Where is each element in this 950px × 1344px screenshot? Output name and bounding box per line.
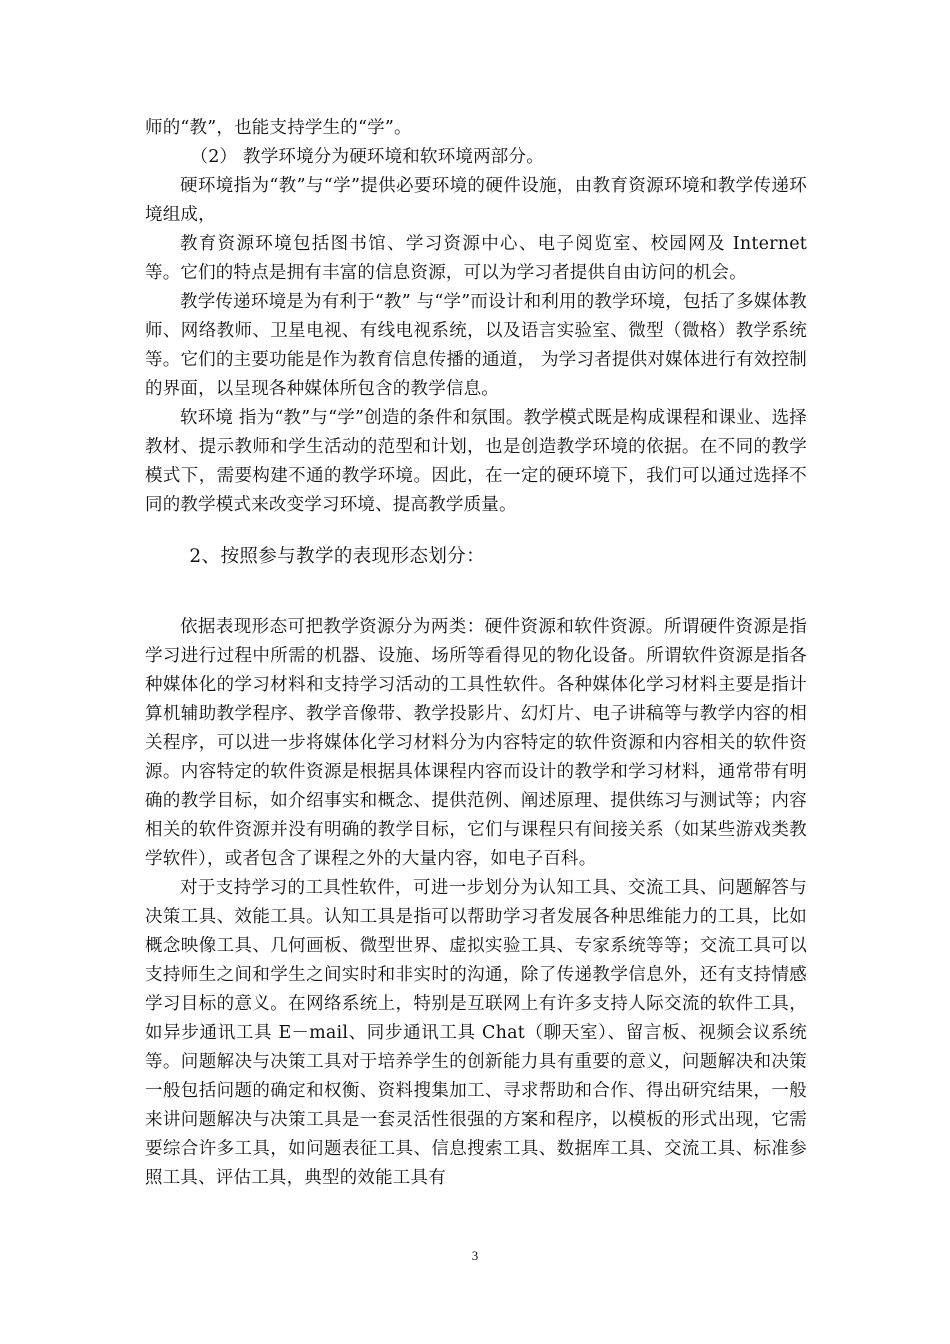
paragraph: 软环境 指为“教”与“学”创造的条件和氛围。教学模式既是构成课程和课业、选择教材、提示教师和学生活动的范型和计划，也是创造教学环境的依据。在不同的教学模式下，需要构建不通的教学环境。因此，在一定的硬环境下，我们可以通过选择不同的教学模式来改变学习环境、提高教学质量。 <box>145 408 807 515</box>
section-heading: 2、按照参与教学的表现形态划分： <box>189 546 486 567</box>
paragraph: （2） 教学环境分为硬环境和软环境两部分。 <box>190 147 544 167</box>
paragraph: 教育资源环境包括图书馆、学习资源中心、电子阅览室、校园网及 Internet 等。它们的特点是拥有丰富的信息资源，可以为学习者提供自由访问的机会。 <box>145 234 807 283</box>
paragraph: 师的“教”，也能支持学生的“学”。 <box>145 118 412 138</box>
paragraph: 教学传递环境是为有利于“教” 与“学”而设计和利用的教学环境，包括了多媒体教师、网络教师、卫星电视、有线电视系统，以及语言实验室、微型（微格）教学系统等。它们的主要功能是作为教育信息传播的通道， 为学习者提供对媒体进行有效控制的界面，以呈现各种媒体所包含的教学信息。 <box>145 292 807 399</box>
paragraph: 依据表现形态可把教学资源分为两类：硬件资源和软件资源。所谓硬件资源是指学习进行过程中所需的机器、设施、场所等看得见的物化设备。所谓软件资源是指各种媒体化的学习材料和支持学习活动的工具性软件。各种媒体化学习材料主要是指计算机辅助教学程序、教学音像带、教学投影片、幻灯片、电子讲稿等与教学内容的相关程序，可以进一步将媒体化学习材料分为内容特定的软件资源和内容相关的软件资源。内容特定的软件资源是根据具体课程内容而设计的教学和学习材料，通常带有明确的教学目标，如介绍事实和概念、提供范例、阐述原理、提供练习与测试等；内容相关的软件资源并没有明确的教学目标，它们与课程只有间接关系（如某些游戏类教学软件），或者包含了课程之外的大量内容，如电子百科。 <box>145 617 807 869</box>
paragraph: 对于支持学习的工具性软件，可进一步划分为认知工具、交流工具、问题解答与决策工具、效能工具。认知工具是指可以帮助学习者发展各种思维能力的工具，比如概念映像工具、几何画板、微型世界、虚拟实验工具、专家系统等等；交流工具可以支持师生之间和学生之间实时和非实时的沟通，除了传递教学信息外，还有支持情感学习目标的意义。在网络系统上，特别是互联网上有许多支持人际交流的软件工具，如异步通讯工具 E－mail、同步通讯工具 Chat（聊天室）、留言板、视频会议系统等。问题解决与决策工具对于培养学生的创新能力具有重要的意义，问题解决和决策一般包括问题的确定和权衡、资料搜集加工、寻求帮助和合作、得出研究结果，一般来讲问题解决与决策工具是一套灵活性很强的方案和程序，以模板的形式出现，它需要综合许多工具，如问题表征工具、信息搜索工具、数据库工具、交流工具、标准参照工具、评估工具，典型的效能工具有 <box>145 878 807 1188</box>
page-number: 3 <box>471 1248 479 1263</box>
page-body <box>145 114 807 1193</box>
paragraph: 硬环境指为“教”与“学”提供必要环境的硬件设施，由教育资源环境和教学传递环境组成， <box>145 176 807 225</box>
